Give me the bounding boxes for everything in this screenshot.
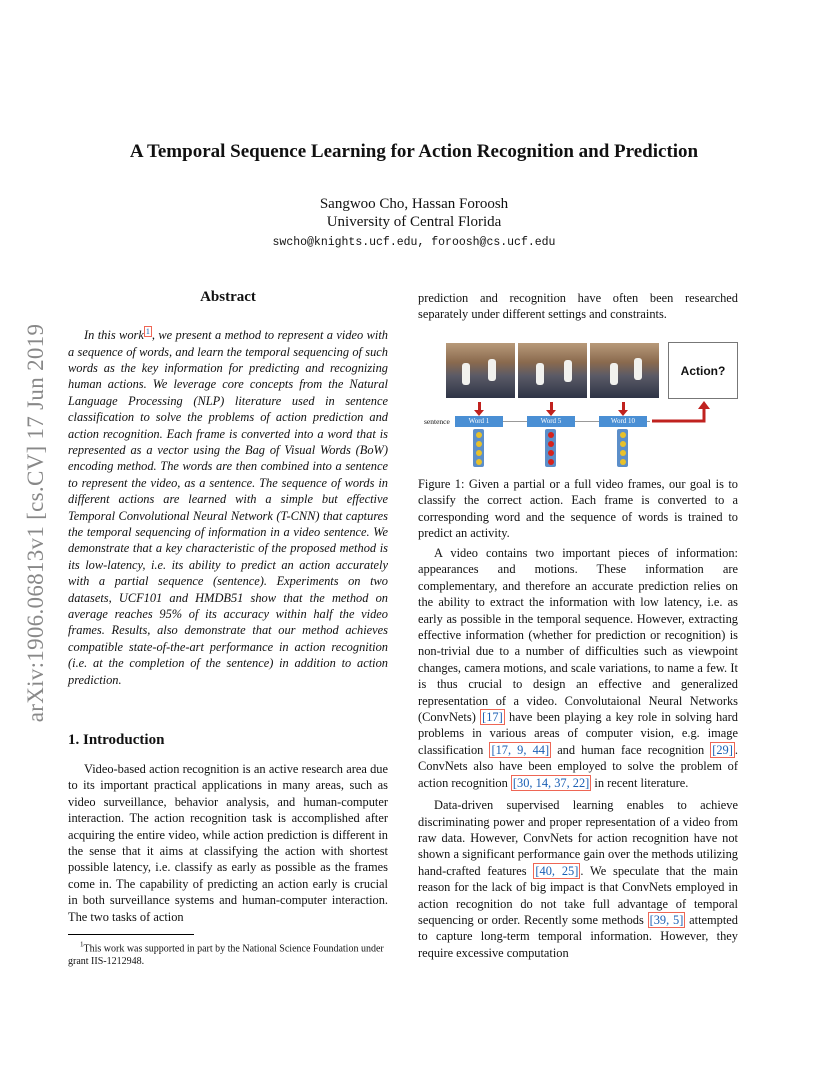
word-vector-5 bbox=[545, 429, 556, 467]
figure-1-caption bbox=[418, 476, 738, 542]
paper-title: A Temporal Sequence Learning for Action Recognition and Prediction bbox=[129, 141, 699, 162]
sentence-label: sentence bbox=[424, 417, 450, 426]
video-frame-5 bbox=[518, 343, 587, 398]
abstract-heading: Abstract bbox=[200, 289, 256, 305]
citation-link[interactable]: [30, 14, 37, 22] bbox=[512, 775, 590, 790]
word-vector-1 bbox=[473, 429, 484, 467]
abstract-body bbox=[68, 324, 388, 688]
abstract-text-start: In this work bbox=[84, 328, 144, 343]
arxiv-stamp bbox=[24, 286, 48, 760]
intro-continued-text: prediction and recognition have often been researched separately under different settings and constraints. bbox=[418, 291, 738, 322]
paragraph-appearance-motion: A video contains two important pieces of information: appearances and motions. These information are complementary, and therefore an accurate prediction relies on the ability to extract the information with low latency, i.e. as early as possible in the temporal sequence. However, extracting effective information (whether for prediction or recognition) is non-trivial due to a number of difficulties such as viewpoint changes, camera motions, and scale variations, to name a few. It is thus crucial to design an effective and generalized representation of a video. Convolutaional Neural Networks (ConvNets) [17] have been playing a key role in solving hard problems in various areas of computer vision, e.g. image classification [17, 9, 44] and human face recognition [29] . ConvNets also have been employed to solve the problem of action recognition [30, 14, 37, 22] in recent literature. bbox=[418, 546, 738, 790]
down-arrow-icon bbox=[478, 402, 481, 410]
citation-link[interactable]: [29] bbox=[712, 742, 733, 757]
footnote-mark: 1 bbox=[80, 941, 84, 949]
footnote-text: This work was supported in part by the National Science Foundation under grant IIS-1212948. bbox=[68, 943, 384, 968]
figure-caption-text: Figure 1: Given a partial or a full video frames, our goal is to classify the correct action. Each frame is converted to a corresponding word and the sequence of words is trained to predict an activity. bbox=[418, 477, 738, 541]
down-arrow-icon bbox=[550, 402, 553, 410]
action-question-box: Action? bbox=[668, 342, 738, 399]
word-box-1: Word 1 bbox=[455, 416, 503, 427]
arxiv-stamp-text: arXiv:1906.06813v1 [cs.CV] 17 Jun 2019 bbox=[23, 323, 48, 723]
abstract-text-rest: , we present a method to represent a video with a sequence of words, and learn the temporal sequencing of such words as the key information for predicting and recognizing human actions. We leverage core concepts from the Natural Language Processing (NLP) literature used in sentence classification to solve the problems of action prediction and action recognition. Each frame is converted into a word that is represented as a vector using the Bag of Visual Words (BoW) encoding method. The words are then combined into a sentence to represent the video, as a sentence. The sequence of words in different actions are learned with a simple but effective Temporal Convolutional Neural Network (T-CNN) that captures the temporal sequencing of information in a video sentence. We demonstrate that a key characteristic of the proposed method is its low-latency, i.e. its ability to predict an action accurately with a partial sequence (sentence). Experiments on two datasets, UCF101 and HMDB51 show that the method on average reaches 95% of its accuracy within half the video frames. Results, also demonstrate that our method achieves compatible state-of-the-art performance in action recognition (i.e. at the completion of the sentence) in addition to action prediction. bbox=[68, 328, 388, 687]
section-heading-introduction: 1. Introduction bbox=[68, 732, 165, 748]
footnote-rule bbox=[68, 934, 194, 935]
footnote bbox=[68, 939, 388, 968]
authors: Sangwoo Cho, Hassan Foroosh bbox=[319, 196, 509, 212]
affiliation: University of Central Florida bbox=[326, 214, 502, 230]
right-column-intro-continued bbox=[418, 290, 738, 323]
action-arrow-icon bbox=[650, 400, 710, 430]
citation-link[interactable]: [40, 25] bbox=[535, 863, 579, 878]
emails: swcho@knights.ucf.edu, foroosh@cs.ucf.edu bbox=[272, 236, 556, 249]
citation-link[interactable]: [17] bbox=[482, 710, 503, 725]
citation-link[interactable]: [39, 5] bbox=[649, 912, 684, 927]
word-vector-10 bbox=[617, 429, 628, 467]
citation-link[interactable]: [17, 9, 44] bbox=[491, 742, 550, 757]
video-frame-1 bbox=[446, 343, 515, 398]
word-box-10: Word 10 bbox=[599, 416, 647, 427]
right-column-body bbox=[418, 545, 738, 961]
figure-1 bbox=[418, 340, 738, 470]
intro-text: Video-based action recognition is an active research area due to its important practical applications in many areas, such as video surveillance, behavior analysis, and human-computer interaction. The action recognition task is accomplished after acquiring the entire video, while action prediction is different in the sense that it aims at classifying the action with shortest possible latency, i.e. classify as early as possible as the frames come in. The capability of predicting an action early is crucial in both surveillance systems and human-computer interaction. The two tasks of action bbox=[68, 762, 388, 924]
paragraph-data-driven: Data-driven supervised learning enables to achieve discriminating power and proper representation of a video from raw data. However, ConvNets for action recognition have not shown a significant performance gain over the methods utilizing hand-crafted features [40, 25] . We speculate that the main reason for the lack of big impact is that ConvNets employed in action recognition do not take full advantage of temporal sequencing or order. Recently some methods [39, 5] attempted to capture long-term temporal information. However, they require excessive computation bbox=[418, 798, 738, 960]
down-arrow-icon bbox=[622, 402, 625, 410]
video-frame-10 bbox=[590, 343, 659, 398]
footnote-ref-link[interactable]: 1 bbox=[145, 327, 150, 336]
intro-paragraph bbox=[68, 761, 388, 925]
word-box-5: Word 5 bbox=[527, 416, 575, 427]
